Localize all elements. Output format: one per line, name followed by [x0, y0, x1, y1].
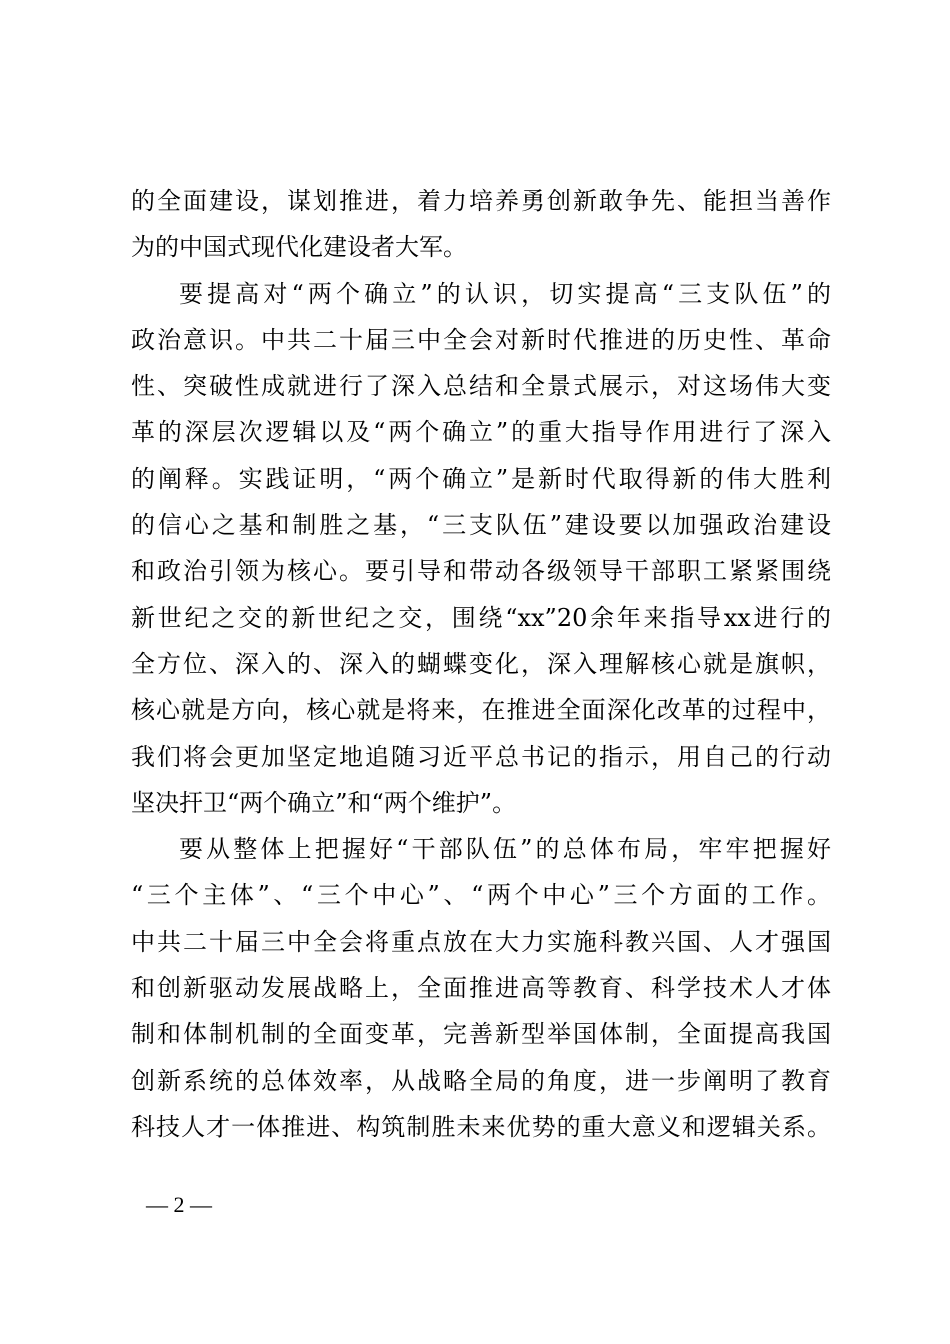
text-line: 科技人才一体推进、构筑制胜未来优势的重大意义和逻辑关系。	[131, 1112, 831, 1141]
text-line: 和创新驱动发展战略上，全面推进高等教育、科学技术人才体	[131, 974, 831, 1003]
text-line: 的信心之基和制胜之基，“三支队伍”建设要以加强政治建设	[131, 511, 831, 540]
text-line: 和政治引领为核心。要引导和带动各级领导干部职工紧紧围绕	[131, 557, 831, 586]
text-line: 全方位、深入的、深入的蝴蝶变化，深入理解核心就是旗帜，	[131, 649, 831, 678]
text-line: 性、突破性成就进行了深入总结和全景式展示，对这场伟大变	[131, 372, 831, 401]
text-line: 政治意识。中共二十届三中全会对新时代推进的历史性、革命	[131, 325, 831, 354]
text-line: 要提高对“两个确立”的认识，切实提高“三支队伍”的	[179, 279, 831, 308]
text-line: 制和体制机制的全面变革，完善新型举国体制，全面提高我国	[131, 1020, 831, 1049]
page-number: — 2 —	[146, 1192, 212, 1217]
text-line: 革的深层次逻辑以及“两个确立”的重大指导作用进行了深入	[131, 418, 831, 447]
text-line: 要从整体上把握好“干部队伍”的总体布局，牢牢把握好	[179, 835, 831, 864]
text-line: 坚决扞卫“两个确立”和“两个维护”。	[131, 788, 517, 817]
body-text	[131, 178, 831, 1150]
text-line: 的阐释。实践证明，“两个确立”是新时代取得新的伟大胜利	[131, 464, 831, 493]
text-line: 我们将会更加坚定地追随习近平总书记的指示，用自己的行动	[131, 742, 831, 771]
text-line: 新世纪之交的新世纪之交，围绕“xx”20余年来指导xx进行的	[131, 603, 831, 632]
text-line: 中共二十届三中全会将重点放在大力实施科教兴国、人才强国	[131, 927, 831, 956]
text-line: 创新系统的总体效率，从战略全局的角度，进一步阐明了教育	[131, 1066, 831, 1095]
text-line: 的全面建设，谋划推进，着力培养勇创新敢争先、能担当善作	[131, 187, 831, 215]
text-line: “三个主体”、“三个中心”、“两个中心”三个方面的工作。	[131, 881, 831, 910]
text-line: 核心就是方向，核心就是将来，在推进全面深化改革的过程中，	[131, 696, 831, 725]
text-line: 为的中国式现代化建设者大军。	[131, 233, 467, 262]
